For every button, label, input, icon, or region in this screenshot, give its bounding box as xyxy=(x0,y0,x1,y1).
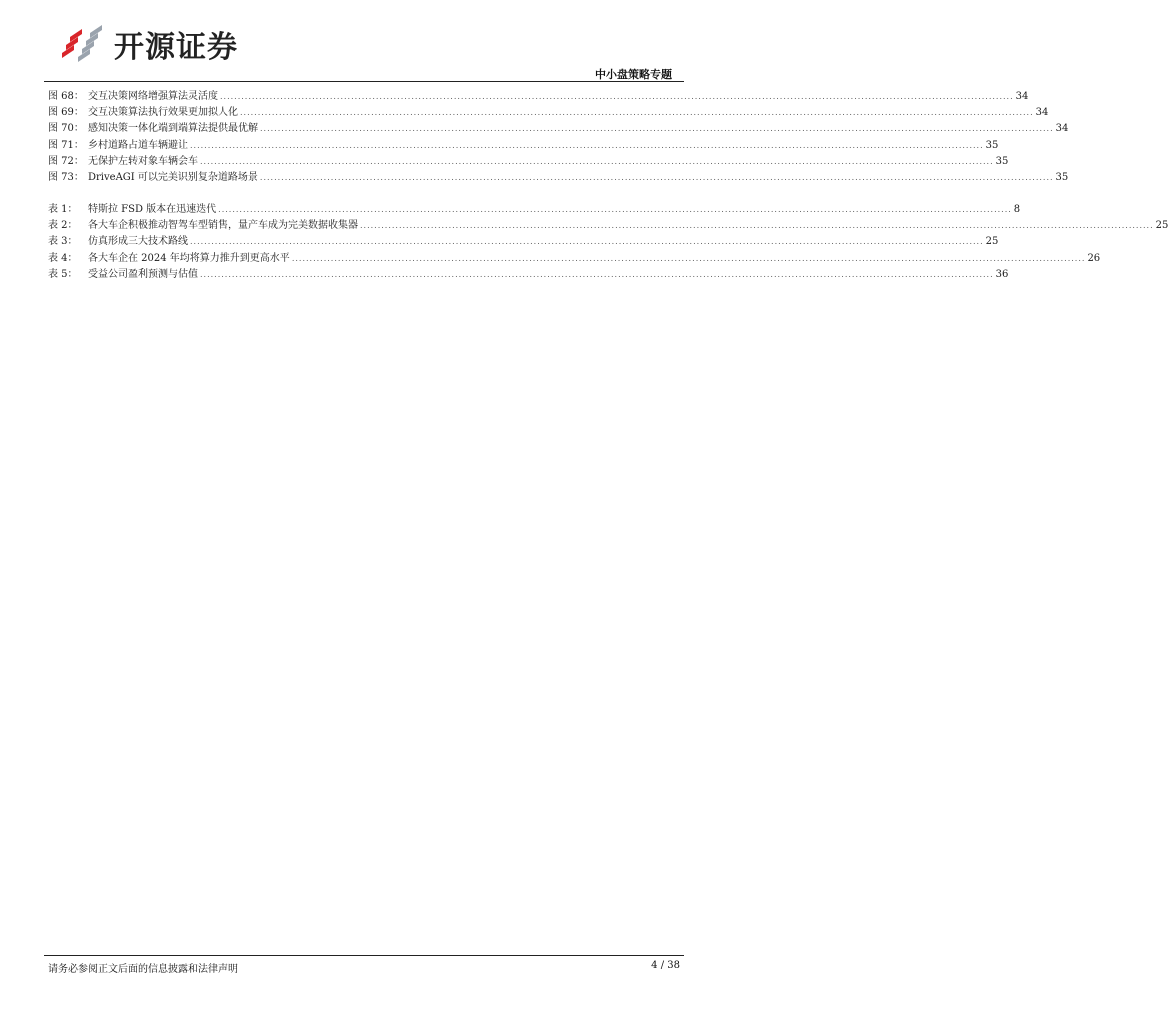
entry-page: 35 xyxy=(1055,171,1069,183)
entry-label: 表 2： xyxy=(48,220,78,232)
table-list xyxy=(48,202,1168,283)
entry-label: 表 5： xyxy=(48,268,78,280)
entry-title: 特斯拉 FSD 版本在迅速迭代 xyxy=(88,204,217,215)
dot-leader xyxy=(190,138,984,154)
toc-entry[interactable] xyxy=(48,202,1021,218)
entry-page: 25 xyxy=(1155,220,1168,232)
header-divider xyxy=(44,81,684,82)
toc-entry[interactable] xyxy=(48,251,1101,267)
entry-page: 26 xyxy=(1087,252,1101,264)
entry-label: 表 4： xyxy=(48,252,78,264)
entry-title: 无保护左转对象车辆会车 xyxy=(88,155,198,167)
entry-page: 25 xyxy=(985,236,999,248)
entry-label: 表 3： xyxy=(48,236,78,248)
entry-label: 图 68： xyxy=(48,91,84,102)
dot-leader xyxy=(292,251,1086,267)
entry-label: 图 70： xyxy=(48,123,84,135)
dot-leader xyxy=(260,170,1054,186)
entry-label: 图 73： xyxy=(48,171,84,183)
toc-entry[interactable] xyxy=(48,138,999,154)
dot-leader xyxy=(200,154,994,170)
toc-entry[interactable] xyxy=(48,267,1009,283)
entry-page: 34 xyxy=(1015,91,1029,102)
entry-title: 交互决策网络增强算法灵活度 xyxy=(88,91,218,102)
dot-leader xyxy=(190,234,984,250)
entry-title: 仿真形成三大技术路线 xyxy=(88,236,188,248)
toc-entry[interactable] xyxy=(48,218,1168,234)
entry-label: 图 72： xyxy=(48,155,84,167)
entry-page: 35 xyxy=(995,155,1009,167)
page-number: 4 / 38 xyxy=(651,960,680,971)
entry-title: 乡村道路占道车辆避让 xyxy=(88,139,188,151)
entry-title: 各大车企在 2024 年均将算力推升到更高水平 xyxy=(88,252,290,264)
footer-divider xyxy=(44,955,684,956)
entry-title: 交互决策算法执行效果更加拟人化 xyxy=(88,107,238,119)
toc-entry[interactable] xyxy=(48,89,1029,105)
entry-label: 图 69： xyxy=(48,107,84,119)
entry-title: 各大车企积极推动智驾车型销售，量产车成为完美数据收集器 xyxy=(88,220,358,232)
entry-page: 35 xyxy=(985,139,999,151)
dot-leader xyxy=(218,202,1012,218)
section-title: 中小盘策略专题 xyxy=(595,68,672,81)
kaiyuan-logo-icon xyxy=(60,23,106,65)
toc-entry[interactable] xyxy=(48,154,1009,170)
entry-page: 8 xyxy=(1013,204,1021,215)
entry-title: DriveAGI 可以完美识别复杂道路场景 xyxy=(88,171,258,183)
dot-leader xyxy=(240,105,1034,121)
entry-page: 34 xyxy=(1035,107,1049,119)
entry-title: 受益公司盈利预测与估值 xyxy=(88,268,198,280)
entry-label: 图 71： xyxy=(48,139,84,151)
entry-page: 34 xyxy=(1055,123,1069,135)
entry-title: 感知决策一体化端到端算法提供最优解 xyxy=(88,123,258,135)
toc-entry[interactable] xyxy=(48,234,999,250)
dot-leader xyxy=(360,218,1154,234)
brand-name: 开源证券 xyxy=(114,30,238,65)
brand-logo xyxy=(60,22,238,66)
dot-leader xyxy=(260,121,1054,137)
footer-disclaimer: 请务必参阅正文后面的信息披露和法律声明 xyxy=(48,964,238,975)
toc-entry[interactable] xyxy=(48,105,1049,121)
dot-leader xyxy=(220,89,1014,105)
toc-entry[interactable] xyxy=(48,170,1069,186)
entry-label: 表 1： xyxy=(48,204,78,215)
toc-entry[interactable] xyxy=(48,121,1069,137)
entry-page: 36 xyxy=(995,268,1009,280)
dot-leader xyxy=(200,267,994,283)
figure-list xyxy=(48,89,1069,186)
